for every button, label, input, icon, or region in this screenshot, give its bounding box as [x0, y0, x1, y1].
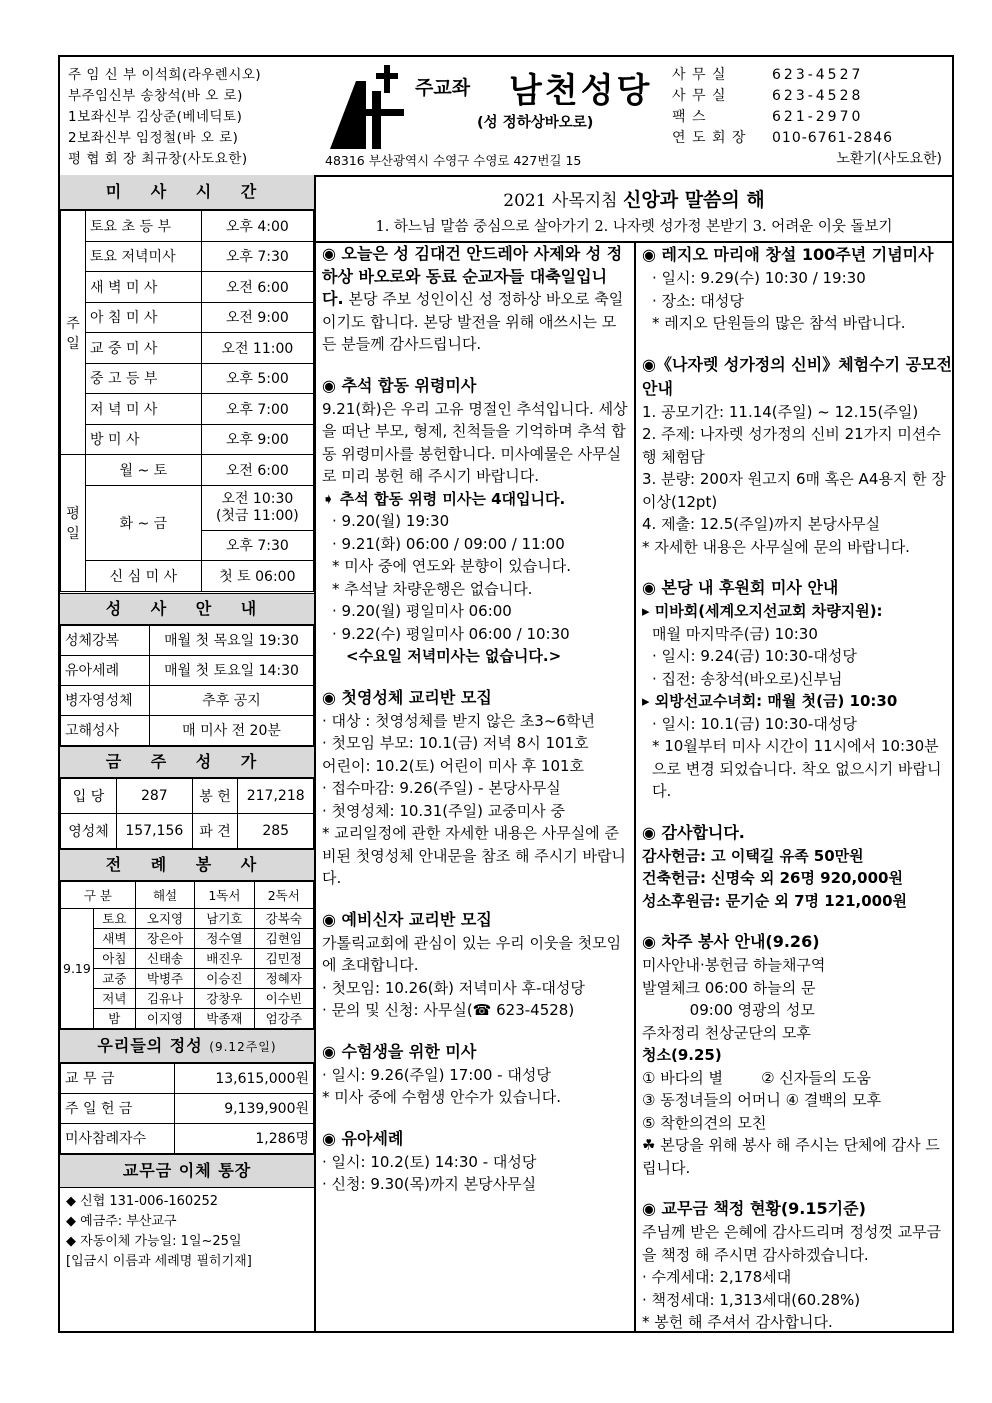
table-row: 입 당 287 봉 헌 217,218 — [61, 778, 314, 813]
contact-row: 팩 스 621-2970 — [672, 109, 864, 125]
table-row: 고해성사 매 미사 전 20분 — [61, 715, 314, 745]
mass-name: 화 ~ 금 — [86, 485, 202, 561]
contact-row: 연 도 회 장 010-6761-2846 — [672, 130, 894, 146]
mass-name: 중 고 등 부 — [86, 363, 202, 394]
news-column-a — [322, 243, 628, 1331]
table-row: 미사참례자수 1,286명 — [61, 1123, 314, 1153]
banner: 2021 사목지침 신앙과 말씀의 해 1. 하느님 말씀 중심으로 살아가기 2. 나자렛 성가정 본받기 3. 어려운 이웃 돌보기 — [316, 175, 952, 243]
mass-time: 오후 7:30 — [201, 241, 313, 272]
news-column-b — [634, 243, 952, 1331]
mass-time: 오전 9:00 — [201, 302, 313, 333]
table-row: 저녁 김유나 강창우 이수빈 — [61, 988, 314, 1008]
address: 48316 부산광역시 수영구 수영로 427번길 15 — [325, 153, 582, 168]
service-article: ◉ 차주 봉사 안내(9.26) 미사안내·봉헌금 하늘채구역 발열체크 06:00 하늘의 문 09:00 영광의 성모 주차정리 천상군단의 모후 청소(9.25) ① 바다의 별 ② 신자들의 도움 ③ 동정녀들의 어머니 ④ 결백의 모후 ⑤ 착한의견의 모친 ☘ 본당을 위해 봉사 해 주시는 단체에 감사 드립니다. — [642, 932, 940, 1177]
mass-time: 첫 토 06:00 — [201, 561, 313, 592]
legio-article: ◉ 레지오 마리애 창설 100주년 기념미사 · 일시: 9.29(수) 10:30 / 19:30 · 장소: 대성당 * 레지오 단원들의 많은 참석 바랍니다. — [642, 245, 934, 332]
table-row — [61, 302, 314, 333]
banner-theme: 신앙과 말씀의 해 — [623, 189, 765, 211]
table-row — [61, 211, 314, 242]
contact-row: 사 무 실 623-4527 — [672, 67, 864, 83]
dues-article: ◉ 교무금 책정 현황(9.15기준) 주님께 받은 은혜에 감사드리며 정성껏 교무금을 책정 해 주시면 감사하겠습니다. · 수계세대: 2,178세대 · 책정세대: 1,313세대(60.28%) * 봉헌 해 주셔서 감사합니다. — [642, 1199, 942, 1331]
infant-baptism-article: ◉ 유아세례 · 일시: 10.2(토) 14:30 - 대성당 · 신청: 9.30(목)까지 본당사무실 — [322, 1128, 537, 1193]
table-row: 주 일 헌 금 9,139,900원 — [61, 1093, 314, 1123]
mass-times-title: 미 사 시 간 — [60, 175, 314, 210]
table-row: 구 분 해설 1독서 2독서 — [61, 881, 314, 908]
contact-row: 사 무 실 623-4528 — [672, 88, 864, 104]
mass-times-table — [60, 210, 314, 592]
staff-line: 평 협 회 장 최규창(사도요한) — [68, 151, 248, 167]
parish-prefix: 주교좌 — [415, 77, 471, 99]
table-row — [61, 394, 314, 425]
table-row: 밤 이지영 박종재 엄강주 — [61, 1008, 314, 1028]
mass-name: 방 미 사 — [86, 424, 202, 455]
mass-time: 오후 7:00 — [201, 394, 313, 425]
contacts — [672, 65, 952, 170]
account-title: 교무금 이체 통장 — [60, 1154, 314, 1188]
offering-title: 우리들의 정성 (9.12주일) — [60, 1029, 314, 1063]
mass-name: 저 녁 미 사 — [86, 394, 202, 425]
table-row: 유아세례 매월 첫 토요일 14:30 — [61, 655, 314, 685]
mass-time: 오전 10:30 (첫금 11:00) — [201, 485, 313, 530]
weekly-stats-table — [60, 778, 314, 849]
banner-goals: 1. 하느님 말씀 중심으로 살아가기 2. 나자렛 성가정 본받기 3. 어려운 이웃 돌보기 — [375, 219, 893, 235]
mass-name: 신 심 미 사 — [86, 561, 202, 592]
table-row — [61, 272, 314, 303]
mass-time: 오전 6:00 — [201, 272, 313, 303]
support-mass-article: ◉ 본당 내 후원회 미사 안내 ▸ 미바회(세계오지선교회 차량지원): 매월 마지막주(금) 10:30 · 일시: 9.24(금) 10:30-대성당 · 집전: 송창석(바오로)신부님 ▸ 외방선교수녀회: 매월 첫(금) 10:30 · 일시: 10.1(금) 10:30-대성당 * 10월부터 미사 시간이 11시에서 10:30분으로 변경 되었습니다. 착오 없으시기 바랍니다. — [642, 578, 942, 800]
table-row: 교 무 금 13,615,000원 — [61, 1063, 314, 1093]
left-column — [60, 175, 316, 1331]
table-row: 교중 박병주 이승진 정혜자 — [61, 968, 314, 988]
account-info: ◆ 신협 131-006-160252 ◆ 예금주: 부산교구 ◆ 자동이체 가능일: 1일~25일 [입금시 이름과 세례명 필히기재] — [66, 1193, 252, 1269]
mass-time: 오전 11:00 — [201, 333, 313, 364]
sacraments-title: 성 사 안 내 — [60, 593, 314, 625]
header — [60, 57, 952, 177]
mass-time: 오후 4:00 — [201, 211, 313, 242]
table-row — [61, 363, 314, 394]
mass-name: 토요 저녁미사 — [86, 241, 202, 272]
sacraments-table — [60, 625, 314, 746]
memorial-article: ◉ 추석 합동 위령미사 9.21(화)은 우리 고유 명절인 추석입니다. 세상을 떠난 부모, 형제, 친척들을 기억하며 추석 합동 위령미사를 봉헌합니다. 미사예물은 사무실로 미리 봉헌 해 주시기 바랍니다. ➧ 추석 합동 위령 미사는 4대입니다. · 9.20(월) 19:30 · 9.21(화) 06:00 / 09:00 / 11:00 * 미사 중에 연도와 분향이 있습니다. * 추석날 차량운행은 없습니다. · 9.20(월) 평일미사 06:00 · 9.22(수) 평일미사 06:00 / 10:30 <수요일 저녁미사는 없습니다.> — [322, 375, 628, 665]
mass-name: 교 중 미 사 — [86, 333, 202, 364]
patron-saint: (성 정하상바오로) — [477, 115, 594, 131]
mass-name: 토요 초 등 부 — [86, 211, 202, 242]
mass-name: 월 ~ 토 — [86, 455, 202, 486]
mass-time: 오전 6:00 — [201, 455, 313, 486]
table-row — [61, 424, 314, 455]
mass-name: 새 벽 미 사 — [86, 272, 202, 303]
table-row: 영성체 157,156 파 견 285 — [61, 813, 314, 848]
mass-name: 아 침 미 사 — [86, 302, 202, 333]
bulletin-frame — [58, 55, 954, 1333]
offering-table — [60, 1063, 314, 1154]
parish-name: 남천성당 — [509, 71, 653, 111]
mass-time: 오후 7:30 — [201, 530, 313, 561]
staff-line: 2보좌신부 임정철(바 오 로) — [68, 130, 239, 146]
contest-article: ◉《나자렛 성가정의 신비》체험수기 공모전 안내 1. 공모기간: 11.14(주일) ~ 12.15(주일) 2. 주제: 나자렛 성가정의 신비 21가지 미션수행 체험담 3. 분량: 200자 원고지 6매 혹은 A4용지 한 장 이상(12pt) 4. 제출: 12.5(주일)까지 본당사무실 * 자세한 내용은 사무실에 문의 바랍니다. — [642, 354, 952, 556]
weekday-label: 평일 — [61, 455, 86, 592]
mass-time: 오후 9:00 — [201, 424, 313, 455]
table-row — [61, 485, 314, 530]
table-row — [61, 333, 314, 364]
feast-article: ◉ 오늘은 성 김대건 안드레아 사제와 성 정하상 바오로와 동료 순교자들 대축일입니다. 본당 주보 성인이신 성 정하상 바오로 축일이기도 합니다. 본당 발전을 위해 애쓰시는 모든 분들께 감사드립니다. — [322, 244, 624, 353]
table-row: 성체강복 매월 첫 목요일 19:30 — [61, 625, 314, 655]
table-row — [61, 241, 314, 272]
catechumen-article: ◉ 예비신자 교리반 모집 가톨릭교회에 관심이 있는 우리 이웃을 첫모임에 초대합니다. · 첫모임: 10.26(화) 저녁미사 후-대성당 · 문의 및 신청: 사무실(☎ 623-4528) — [322, 909, 622, 1019]
staff-line: 1보좌신부 김상준(베네딕토) — [68, 109, 243, 125]
thanks-article: ◉ 감사합니다. 감사헌금: 고 이택길 유족 50만원 건축헌금: 신명숙 외 26명 920,000원 성소후원금: 문기순 외 7명 121,000원 — [642, 822, 908, 910]
table-row: 새벽 장은아 정수열 김현임 — [61, 928, 314, 948]
table-row: 아침 신태송 배진우 김민정 — [61, 948, 314, 968]
communion-article: ◉ 첫영성체 교리반 모집 · 대상 : 첫영성체를 받지 않은 초3~6학년 · 첫모임 부모: 10.1(금) 저녁 8시 101호 어린이: 10.2(토) 어린이 미사 후 101호 · 접수마감: 9.26(주일) - 본당사무실 · 첫영성체: 10.31(주일) 교중미사 중 * 교리일정에 관한 자세한 내용은 사무실에 준비된 첫영성체 안내문을 참조 해 주시기 바랍니다. — [322, 687, 626, 887]
mass-time: 오후 5:00 — [201, 363, 313, 394]
exam-mass-article: ◉ 수험생을 위한 미사 · 일시: 9.26(주일) 17:00 - 대성당 * 미사 중에 수험생 안수가 있습니다. — [322, 1041, 561, 1106]
liturgy-table — [60, 881, 314, 1029]
weekly-stats-title: 금 주 성 가 — [60, 746, 314, 778]
table-row: 9.19 토요 오지영 남기호 강복숙 — [61, 908, 314, 928]
staff-line: 주 임 신 부 이석희(라우렌시오) — [68, 67, 262, 83]
staff-line: 부주임신부 송창석(바 오 로) — [68, 88, 243, 104]
contact-name: 노환기(사도요한) — [836, 151, 942, 167]
table-row: 병자영성체 추후 공지 — [61, 685, 314, 715]
parish-logo-icon — [326, 61, 408, 151]
sunday-label: 주일 — [61, 211, 86, 455]
staff-list — [68, 65, 261, 170]
table-row — [61, 561, 314, 592]
liturgy-title: 전 례 봉 사 — [60, 849, 314, 881]
table-row — [61, 455, 314, 486]
